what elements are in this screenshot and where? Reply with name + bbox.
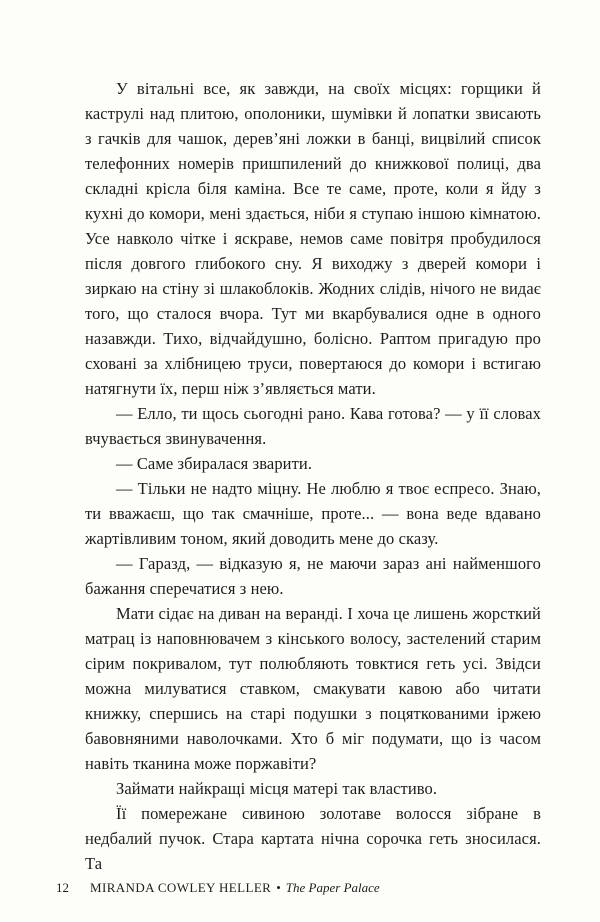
footer-author-name: MIRANDA COWLEY HELLER — [90, 880, 272, 895]
footer-separator: • — [276, 880, 281, 895]
paragraph: Займати найкращі місця матері так властиво. — [116, 779, 438, 798]
paragraph: Її помережане сивиною золотаве волосся зібране в недбалий пучок. Стара картата нічна сорочка геть зносилася. Та — [85, 804, 541, 873]
page-text-block — [85, 76, 541, 876]
page-footer — [56, 880, 380, 896]
footer-book-title: The Paper Palace — [285, 880, 380, 895]
dialogue-paragraph: — Гаразд, — відказую я, не маючи зараз ані найменшого бажання сперечатися з нею. — [85, 554, 541, 598]
paragraph: Мати сідає на диван на веранді. І хоча це лишень жорсткий матрац із наповнювачем з кінського волосу, застелений старим сірим покривалом, тут полюбляють товктися геть усі. Звідси можна милуватися ставком, смакувати кавою або читати книжку, спершись на старі подушки з поцяткованими іржею бавовняними наволочками. Хто б міг подумати, що із часом навіть тканина може поржавіти? — [85, 604, 541, 773]
dialogue-paragraph: — Елло, ти щось сьогодні рано. Кава готова? — у її словах вчувається звинувачення. — [85, 404, 541, 448]
page-number: 12 — [56, 880, 69, 895]
dialogue-paragraph: — Саме збиралася зварити. — [116, 454, 313, 473]
dialogue-paragraph: — Тільки не надто міцну. Не люблю я твоє еспресо. Знаю, ти вважаєш, що так смачніше, проте... — вона веде вдавано жартівливим тоном, який доводить мене до сказу. — [85, 479, 541, 548]
paragraph: У вітальні все, як завжди, на своїх місцях: горщики й каструлі над плитою, ополоники, шумівки й лопатки звисають з гачків для чашок, дерев’яні ложки в банці, вицвілий список телефонних номерів пришпилений до книжкової полиці, два складні крісла біля каміна. Все те саме, проте, коли я йду з кухні до комори, мені здається, ніби я ступаю іншою кімнатою. Усе навколо чітке і яскраве, немов саме повітря пробудилося після довгого глибокого сну. Я виходжу з дверей комори і зиркаю на стіну зі шлакоблоків. Жодних слідів, нічого не видає того, що сталося вчора. Тут ми вкарбувалися одне в одного назавжди. Тихо, відчайдушно, болісно. Раптом пригадую про сховані за хлібницею труси, повертаюся до комори і встигаю натягнути їх, перш ніж з’являється мати. — [85, 79, 541, 398]
